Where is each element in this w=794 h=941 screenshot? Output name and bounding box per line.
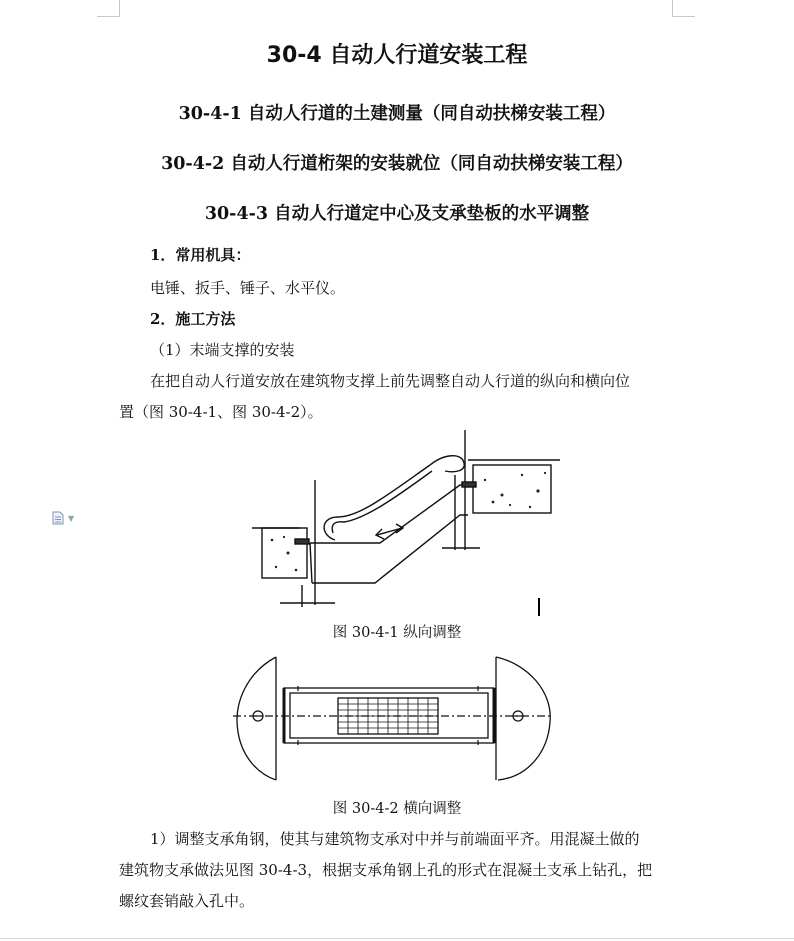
margin-corner-top-right	[672, 0, 695, 17]
chapter-title: 30-4 自动人行道安装工程	[266, 43, 528, 68]
sub-heading: （1）末端支撑的安装	[150, 341, 295, 359]
figure-longitudinal-adjustment	[240, 425, 560, 610]
paragraph-2-line-2: 建筑物支承做法见图 30-4-3，根据支承角钢上孔的形式在混凝土支承上钻孔，把	[119, 861, 653, 879]
page-bottom-edge	[0, 938, 794, 939]
figure-caption-1: 图 30-4-1 纵向调整	[332, 625, 462, 641]
text-cursor	[538, 598, 540, 616]
method-heading: 2．施工方法	[150, 310, 236, 328]
chevron-down-icon[interactable]: ▼	[68, 514, 75, 523]
figure-caption-2: 图 30-4-2 横向调整	[332, 801, 462, 817]
paragraph-1-line-2: 置（图 30-4-1、图 30-4-2）。	[119, 403, 323, 421]
section-heading-2: 30-4-2 自动人行道桁架的安装就位（同自动扶梯安装工程）	[161, 154, 633, 174]
section-heading-3: 30-4-3 自动人行道定中心及支承垫板的水平调整	[204, 204, 590, 224]
paragraph-1-line-1: 在把自动人行道安放在建筑物支撑上前先调整自动人行道的纵向和横向位	[150, 372, 631, 390]
paragraph-2-line-3: 螺纹套销敲入孔中。	[119, 892, 255, 910]
figure-transverse-adjustment	[228, 652, 558, 787]
paragraph-2-line-1: 1）调整支承角钢，使其与建筑物支承对中并与前端面平齐。用混凝土做的	[150, 830, 640, 848]
document-icon[interactable]	[52, 511, 64, 525]
section-heading-1: 30-4-1 自动人行道的土建测量（同自动扶梯安装工程）	[178, 104, 616, 124]
tools-heading: 1．常用机具：	[150, 246, 251, 264]
tools-text: 电锤、扳手、锤子、水平仪。	[150, 279, 346, 297]
margin-corner-top-left	[97, 0, 120, 17]
